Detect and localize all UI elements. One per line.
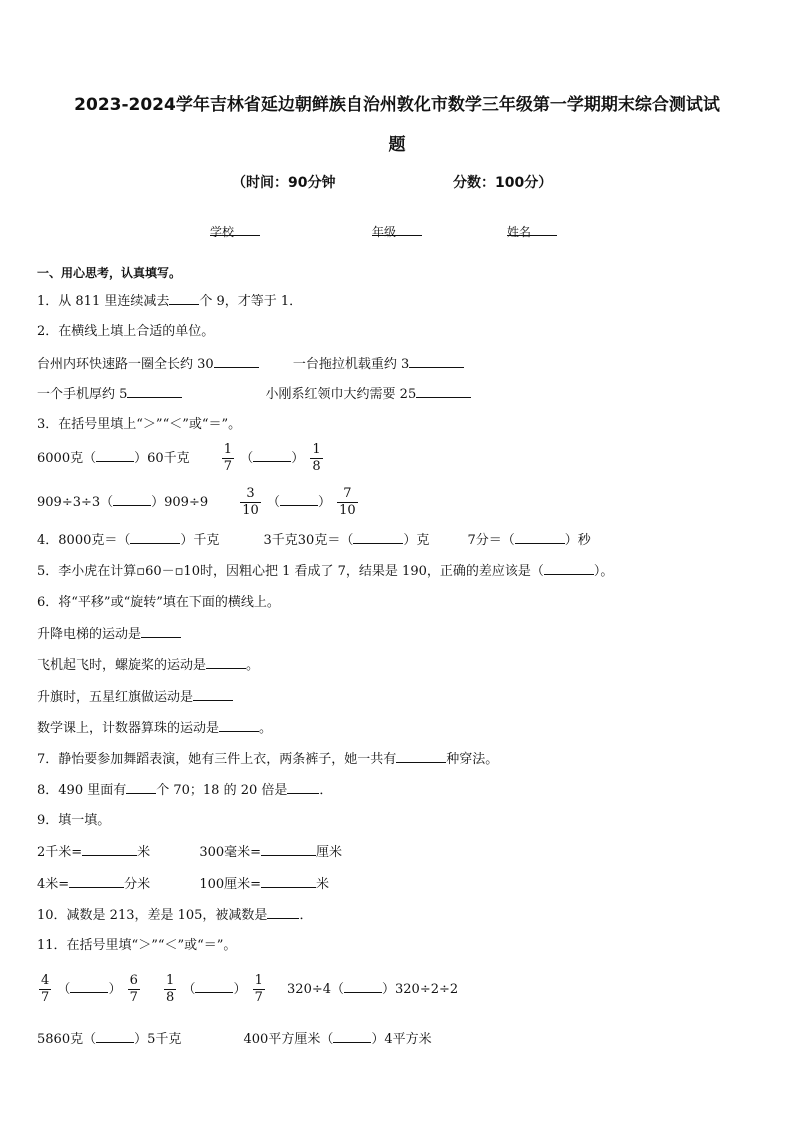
fraction: $\frac{1}{8}$: [166, 973, 175, 1005]
answer-blank[interactable]: [96, 449, 134, 462]
question-4: 4．8000克＝（ ）千克 3千克30克＝（ ）克 7分＝（ ）秒: [37, 533, 591, 548]
question-1: 1．从 811 里连续减去 个 9，才等于 1．: [37, 294, 303, 309]
answer-blank[interactable]: [130, 531, 180, 544]
answer-blank[interactable]: [219, 719, 259, 732]
time-info: （时间：90分钟: [232, 175, 336, 191]
fraction: $\frac{1}{7}$: [223, 442, 233, 474]
question-3: 3．在括号里填上“＞”“＜”或“＝”。: [37, 417, 242, 432]
section-heading: 一、用心思考，认真填写。: [37, 266, 182, 280]
answer-blank[interactable]: [169, 292, 199, 305]
answer-blank[interactable]: [344, 980, 382, 993]
answer-blank[interactable]: [287, 781, 319, 794]
page-title-cont: 题: [388, 135, 406, 155]
answer-blank[interactable]: [333, 1030, 371, 1043]
answer-blank[interactable]: [193, 688, 233, 701]
answer-blank[interactable]: [515, 531, 565, 544]
answer-blank[interactable]: [127, 385, 182, 398]
fraction: $\frac{1}{7}$: [254, 973, 263, 1005]
answer-blank[interactable]: [396, 750, 446, 763]
page-title: 2023-2024学年吉林省延边朝鲜族自治州敦化市数学三年级第一学期期末综合测试试: [74, 95, 720, 115]
question-3-row2: 909÷3÷3（ ）909÷9 $\frac{3}{10}$ （ ） $\frac{7}{10}$: [37, 486, 356, 518]
fraction: $\frac{3}{10}$: [242, 486, 259, 518]
answer-blank[interactable]: [409, 355, 464, 368]
question-9-row1: 2千米= 米 300毫米= 厘米: [37, 845, 343, 860]
answer-blank[interactable]: [267, 906, 299, 919]
answer-blank[interactable]: [126, 781, 156, 794]
question-11-row1: $\frac{4}{7}$ （ ） $\frac{6}{7}$ $\frac{1}{8}$ （ ） $\frac{1}{7}$ 320÷4（ ）320÷2÷2: [41, 973, 459, 1005]
question-6: 6．将“平移”或“旋转”填在下面的横线上。: [37, 595, 280, 610]
question-2-row1: 台州内环快速路一圈全长约 30 一台拖拉机载重约 3: [37, 355, 464, 374]
answer-blank[interactable]: [416, 385, 471, 398]
answer-blank[interactable]: [141, 625, 181, 638]
question-8: 8．490 里面有 个 70；18 的 20 倍是 ．: [37, 783, 333, 798]
fraction: $\frac{4}{7}$: [41, 973, 50, 1005]
answer-blank[interactable]: [82, 843, 137, 856]
question-5: 5．李小虎在计算▫60－▫10时，因粗心把 1 看成了 7，结果是 190，正确的差应该是（ ）。: [37, 564, 614, 579]
question-9: 9．填一填。: [37, 813, 111, 828]
question-6-item: 数学课上，计数器算珠的运动是 。: [37, 721, 273, 736]
fraction: $\frac{7}{10}$: [339, 486, 356, 518]
question-11: 11．在括号里填“＞”“＜”或“＝”。: [37, 938, 237, 953]
question-2: 2．在横线上填上合适的单位。: [37, 324, 215, 339]
score-info: 分数：100分）: [453, 175, 553, 191]
answer-blank[interactable]: [69, 875, 124, 888]
answer-blank[interactable]: [214, 355, 259, 368]
question-6-item: 升降电梯的运动是: [37, 625, 181, 644]
answer-blank[interactable]: [113, 493, 151, 506]
answer-blank[interactable]: [353, 531, 403, 544]
answer-blank[interactable]: [195, 980, 233, 993]
answer-blank[interactable]: [70, 980, 108, 993]
question-2-row2: 一个手机厚约 5 小刚系红领巾大约需要 25: [37, 385, 471, 404]
question-6-item: 飞机起飞时，螺旋桨的运动是 。: [37, 658, 260, 673]
answer-blank[interactable]: [96, 1030, 134, 1043]
answer-blank[interactable]: [261, 843, 316, 856]
answer-blank[interactable]: [280, 493, 318, 506]
fraction: $\frac{6}{7}$: [129, 973, 138, 1005]
answer-blank[interactable]: [206, 656, 246, 669]
fraction: $\frac{1}{8}$: [312, 442, 321, 474]
question-3-row1: 6000克（ ）60千克 $\frac{1}{7}$ （ ） $\frac{1}{8}$: [37, 442, 321, 474]
answer-blank[interactable]: [253, 449, 291, 462]
question-9-row2: 4米= 分米 100厘米= 米: [37, 877, 330, 892]
question-10: 10．减数是 213，差是 105，被减数是 ．: [37, 908, 313, 923]
question-7: 7．静怡要参加舞蹈表演，她有三件上衣，两条裤子，她一共有 种穿法。: [37, 752, 499, 767]
question-11-row2: 5860克（ ）5千克 400平方厘米（ ）4平方米: [37, 1032, 432, 1047]
answer-blank[interactable]: [544, 562, 594, 575]
question-6-item: 升旗时，五星红旗做运动是: [37, 688, 233, 707]
answer-blank[interactable]: [261, 875, 316, 888]
